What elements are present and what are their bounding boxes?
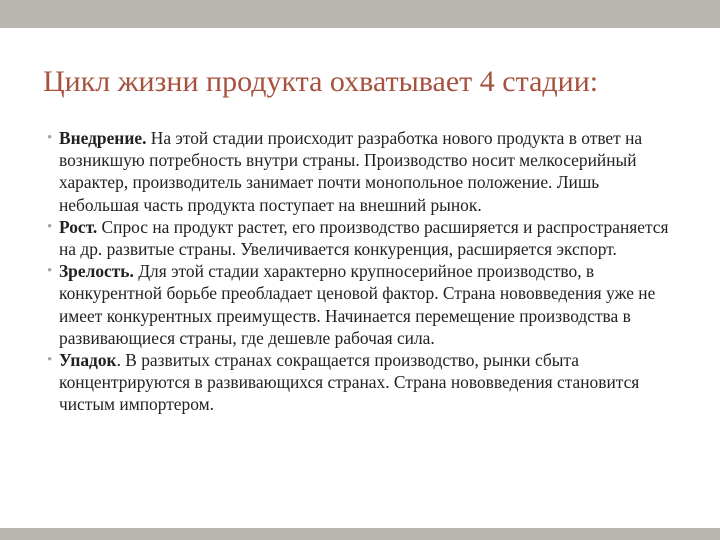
bullet-dot-icon: • [47, 218, 53, 235]
stage-term: Внедрение. [59, 128, 147, 148]
bullet-item-maturity [47, 260, 682, 349]
bullet-dot-icon: • [47, 130, 53, 146]
stage-term: Рост. [59, 216, 98, 237]
stage-description: Спрос на продукт растет, его производство расширяется и распространяется на др. развитые страны. Увеличивается конкуренция, расширяется экспорт. [59, 216, 669, 260]
stage-description: Для этой стадии характерно крупносерийное производство, в конкурентной борьбе преобладает ценовой фактор. Страна нововведения уже не имеет конкурентных преимуществ. Начинается перемещение производства в развивающиеся страны, где дешевле рабочая сила. [59, 261, 656, 348]
stage-description: На этой стадии происходит разработка нового продукта в ответ на возникшую потребность внутри страны. Производство носит мелкосерийный характер, производитель занимает почти монопольное положение. Лишь небольшая часть продукта поступает на внешний рынок. [59, 128, 643, 215]
stage-term: Упадок [59, 350, 117, 371]
bullet-dot-icon: • [47, 263, 53, 280]
bullet-item-introduction [47, 127, 682, 216]
bullet-list [47, 127, 682, 416]
bullet-item-decline [47, 349, 682, 416]
stage-description: . В развитых странах сокращается производство, рынки сбыта концентрируются в развивающихся странах. Страна нововведения становится чистым импортером. [59, 350, 640, 415]
stage-term: Зрелость. [59, 261, 134, 282]
bullet-item-growth [47, 216, 682, 260]
slide-title: Цикл жизни продукта охватывает 4 стадии: [43, 65, 599, 98]
bottom-decor-bar [0, 528, 720, 540]
bullet-dot-icon: • [47, 352, 53, 369]
top-decor-bar [0, 0, 720, 28]
